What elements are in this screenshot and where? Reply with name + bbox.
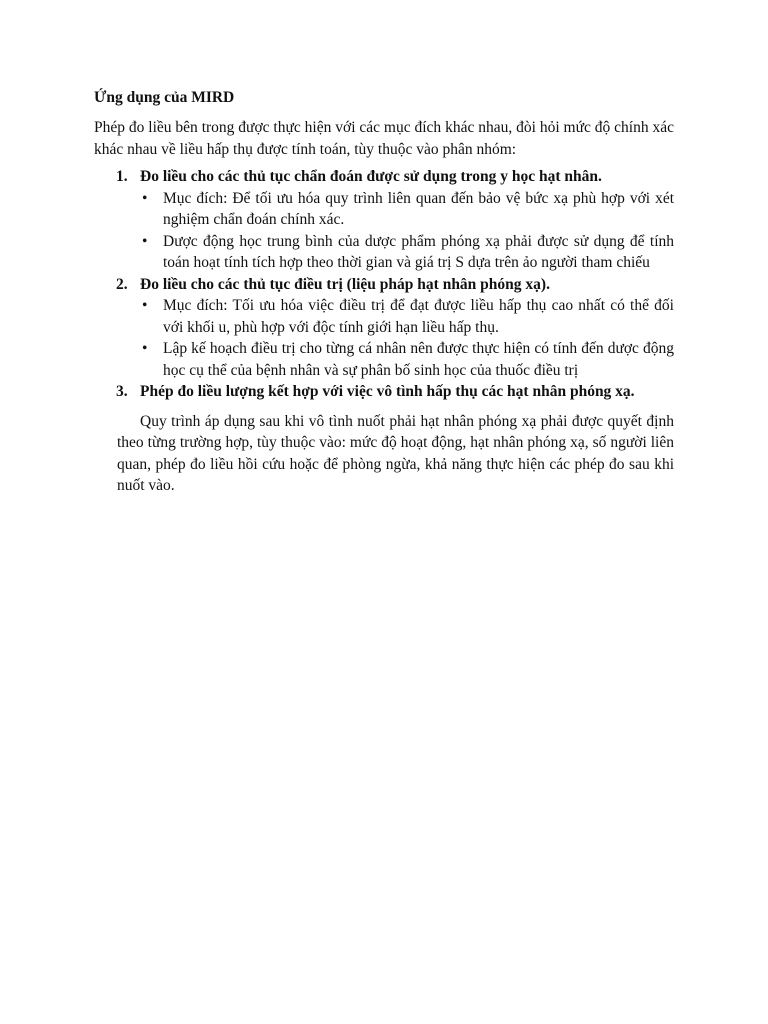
list-item-2 [116, 274, 674, 382]
list-number: 2. [116, 275, 128, 293]
document-page [94, 87, 674, 497]
bullet-list [140, 188, 674, 274]
bullet-item [142, 231, 674, 274]
bullet-icon: • [142, 232, 148, 250]
list-item-title: Đo liều cho các thủ tục điều trị (liệu pháp hạt nhân phóng xạ). [140, 275, 550, 293]
numbered-list [94, 166, 674, 403]
list-item-3 [116, 381, 674, 403]
intro-paragraph: Phép đo liều bên trong được thực hiện với các mục đích khác nhau, đòi hỏi mức độ chính xác khác nhau về liều hấp thụ được tính toán, tùy thuộc vào phân nhóm: [94, 119, 674, 158]
list-item-title: Đo liều cho các thủ tục chẩn đoán được sử dụng trong y học hạt nhân. [140, 168, 602, 185]
bullet-text: Mục đích: Để tối ưu hóa quy trình liên quan đến bảo vệ bức xạ phù hợp với xét nghiệm chẩn đoán chính xác. [163, 189, 674, 228]
list-number: 1. [116, 168, 128, 185]
bullet-list [140, 295, 674, 381]
bullet-icon: • [142, 340, 148, 357]
bullet-item [142, 295, 674, 338]
bullet-text: Mục đích: Tối ưu hóa việc điều trị để đạt được liều hấp thụ cao nhất có thể đối với khối u, phù hợp với độc tính giới hạn liều hấp thụ. [163, 297, 674, 336]
bullet-item [142, 188, 674, 231]
closing-paragraph: Quy trình áp dụng sau khi vô tình nuốt phải hạt nhân phóng xạ phải được quyết định theo từng trường hợp, tùy thuộc vào: mức độ hoạt động, hạt nhân phóng xạ, số người liên quan, phép đo liều hồi cứu hoặc để phòng ngừa, khả năng thực hiện các phép đo sau khi nuốt vào. [117, 412, 674, 494]
section-heading: Ứng dụng của MIRD [94, 89, 235, 106]
list-item-title: Phép đo liều lượng kết hợp với việc vô tình hấp thụ các hạt nhân phóng xạ. [140, 383, 635, 400]
list-number: 3. [116, 383, 128, 400]
bullet-icon: • [142, 297, 148, 314]
bullet-item [142, 338, 674, 381]
list-item-1 [116, 166, 674, 274]
bullet-text: Dược động học trung bình của dược phẩm phóng xạ phải được sử dụng để tính toán hoạt tính tích hợp theo thời gian và giá trị S dựa trên ảo người tham chiếu [163, 232, 674, 271]
bullet-icon: • [142, 189, 148, 207]
bullet-text: Lập kế hoạch điều trị cho từng cá nhân nên được thực hiện có tính đến dược động học cụ thể của bệnh nhân và sự phân bố sinh học của thuốc điều trị [163, 340, 674, 379]
